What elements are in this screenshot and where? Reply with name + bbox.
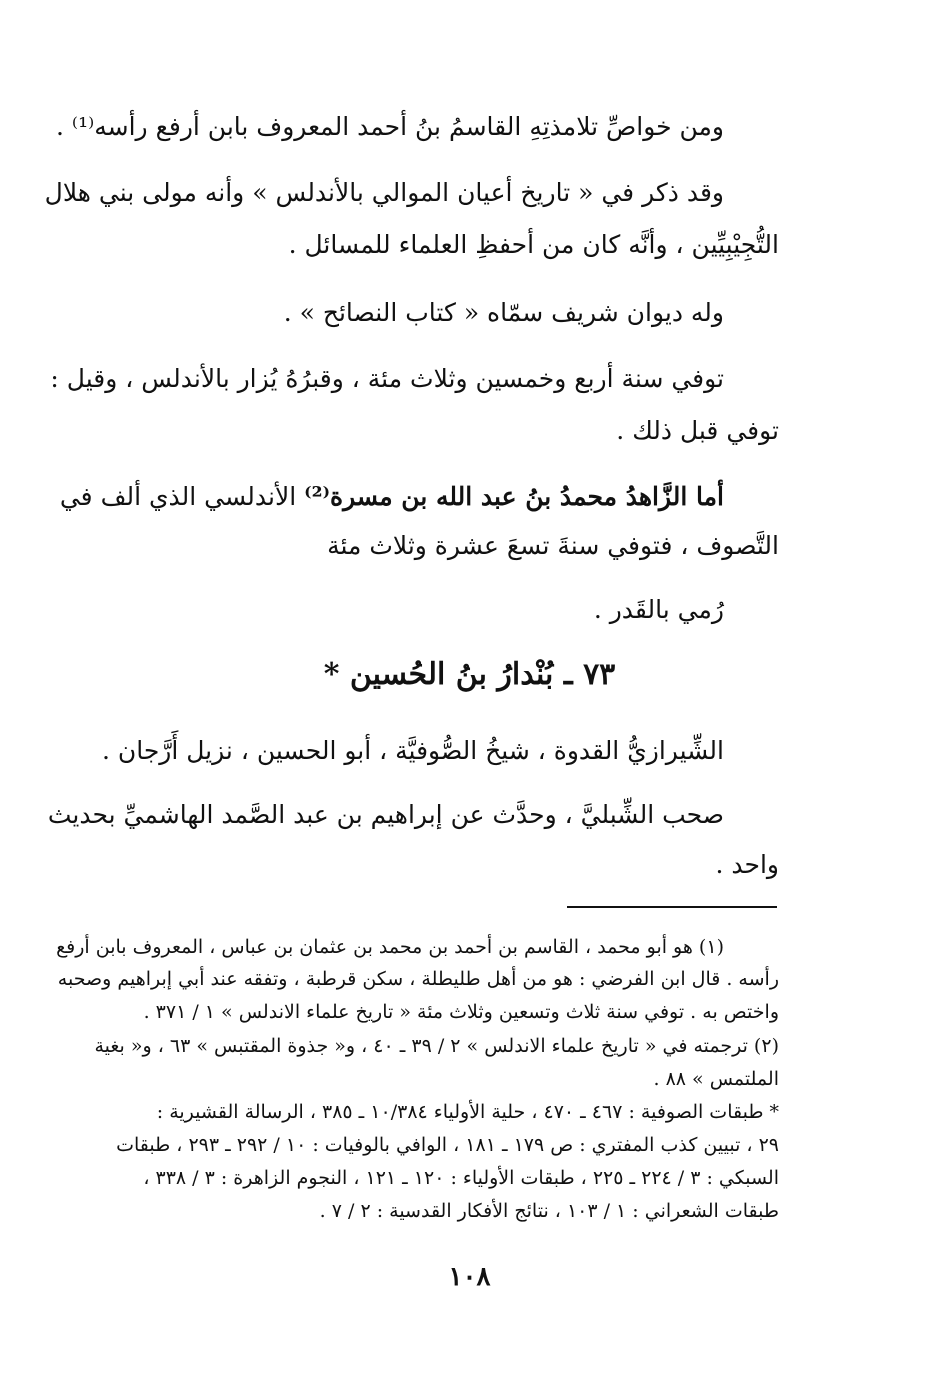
body-line: توفي سنة أربع وخمسين وثلاث مئة ، وقبرُهُ يُزار بالأندلس ، وقيل :	[50, 364, 724, 393]
entry-line: صحب الشِّبليَّ ، وحدَّث عن إبراهيم بن عبد الصَّمد الهاشميِّ بحديث	[47, 800, 724, 829]
highlighted-name: أما الزَّاهدُ محمدُ بنُ عبد الله بن مسرة⁽²⁾	[304, 482, 724, 511]
body-line: توفي قبل ذلك .	[616, 416, 779, 445]
body-text: الأندلسي الذي ألف في	[59, 482, 305, 511]
entry-line: الشِّيرازيُّ القدوة ، شيخُ الصُّوفيَّة ، أبو الحسين ، نزيل أَرَّجان .	[101, 736, 724, 765]
body-line: وقد ذكر في « تاريخ أعيان الموالي بالأندلس » وأنه مولى بني هلال	[44, 178, 724, 207]
body-line: التَّصوف ، فتوفي سنةَ تسعَ عشرة وثلاث مئة	[327, 531, 779, 560]
body-line: رُمي بالقَدر .	[593, 595, 724, 624]
body-line: ومن خواصِّ تلامذتِهِ القاسمُ بنُ أحمد المعروف بابن أرفع رأسه⁽¹⁾ .	[56, 112, 724, 141]
footnote-separator	[567, 906, 777, 908]
entry-line: واحد .	[715, 850, 779, 879]
footnote-line: واختص به . توفي سنة ثلاث وتسعين وثلاث مئة « تاريخ علماء الاندلس » ١ / ٣٧١ .	[143, 1001, 779, 1023]
sources-line: * طبقات الصوفية : ٤٦٧ ـ ٤٧٠ ، حلية الأولياء ١٠/٣٨٤ ـ ٣٨٥ ، الرسالة القشيرية :	[156, 1101, 779, 1123]
entry-heading: ٧٣ ـ بُنْدارُ بنُ الحُسين *	[323, 657, 616, 692]
footnote-line: (١) هو أبو محمد ، القاسم بن أحمد بن محمد بن عثمان بن عباس ، المعروف بابن أرفع	[56, 936, 724, 958]
footnote-line: (٢) ترجمته في « تاريخ علماء الاندلس » ٢ / ٣٩ ـ ٤٠ ، و« جذوة المقتبس » ٦٣ ، و« بغية	[94, 1035, 779, 1057]
sources-line: السبكي : ٣ / ٢٢٤ ـ ٢٢٥ ، طبقات الأولياء : ١٢٠ ـ ١٢١ ، النجوم الزاهرة : ٣ / ٣٣٨ ،	[143, 1167, 779, 1189]
footnote-line: رأسه . قال ابن الفرضي : هو من أهل طليطلة ، سكن قرطبة ، وتفقه عند أبي إبراهيم وصحبه	[57, 968, 779, 990]
footnote-line: الملتمس » ٨٨ .	[653, 1068, 779, 1090]
page-number: ١٠٨	[448, 1262, 491, 1292]
body-line	[59, 482, 724, 511]
sources-line: طبقات الشعراني : ١ / ١٠٣ ، نتائج الأفكار القدسية : ٢ / ٧ .	[319, 1200, 779, 1222]
body-line: وله ديوان شريف سمّاه « كتاب النصائح » .	[283, 298, 724, 327]
sources-line: ٢٩ ، تبيين كذب المفتري : ص ١٧٩ ـ ١٨١ ، الوافي بالوفيات : ١٠ / ٢٩٢ ـ ٢٩٣ ، طبقات	[116, 1134, 779, 1156]
body-line: التُّجِيْبِيِّين ، وأنَّه كان من أحفظِ العلماء للمسائل .	[288, 230, 779, 259]
